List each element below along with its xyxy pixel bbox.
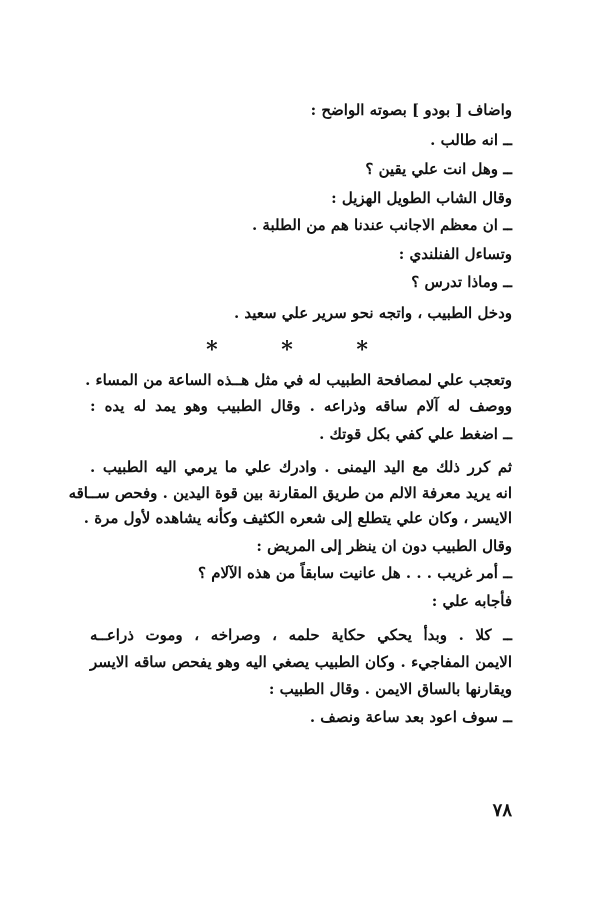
text-line: ــ انه طالب . bbox=[430, 131, 512, 149]
text-line: الايسر ، وكان علي يتطلع إلى شعره الكثيف وكأنه يشاهده لأول مرة . bbox=[83, 509, 512, 527]
text-line: ووصف له آلام ساقه وذراعه . وقال الطبيب وهو يمد له يده : bbox=[90, 397, 512, 415]
text-line: وتعجب علي لمصافحة الطبيب له في مثل هــذه الساعة من المساء . bbox=[85, 371, 512, 389]
text-line: ودخل الطبيب ، واتجه نحو سرير علي سعيد . bbox=[233, 304, 512, 322]
text-line: ــ سوف اعود بعد ساعة ونصف . bbox=[309, 708, 512, 726]
text-line: ــ أمر غريب . . . هل عانيت سابقاً من هذه الآلام ؟ bbox=[198, 564, 512, 582]
text-line: ــ اضغط علي كفي بكل قوتك . bbox=[319, 425, 512, 443]
page-number: ٧٨ bbox=[492, 800, 512, 821]
section-separator: * * * bbox=[206, 337, 396, 363]
text-line: واضاف [ بودو ] بصوته الواضح : bbox=[310, 101, 512, 119]
text-line: وتساءل الفنلندي : bbox=[398, 245, 512, 263]
text-line: فأجابه علي : bbox=[431, 592, 512, 610]
text-line: ــ وهل انت علي يقين ؟ bbox=[365, 160, 512, 178]
text-line: ثم كرر ذلك مع اليد اليمنى . وادرك علي ما يرمي اليه الطبيب . bbox=[90, 458, 512, 476]
text-line: ــ ان معظم الاجانب عندنا هم من الطلبة . bbox=[251, 216, 512, 234]
text-line: وقال الطبيب دون ان ينظر إلى المريض : bbox=[256, 537, 512, 555]
text-line: الايمن المفاجيء . وكان الطبيب يصغي اليه وهو يفحص ساقه الايسر bbox=[90, 653, 512, 671]
text-line: ــ كلا . وبدأ يحكي حكاية حلمه ، وصراخه ، وموت ذراعــه bbox=[90, 626, 512, 644]
text-line: ويقارنها بالساق الايمن . وقال الطبيب : bbox=[268, 680, 512, 698]
text-line: انه يريد معرفة الالم من طريق المقارنة بين قوة اليدين . وفحص ســاقه bbox=[68, 484, 512, 502]
text-line: ــ وماذا تدرس ؟ bbox=[411, 273, 512, 291]
text-line: وقال الشاب الطويل الهزيل : bbox=[331, 189, 512, 207]
